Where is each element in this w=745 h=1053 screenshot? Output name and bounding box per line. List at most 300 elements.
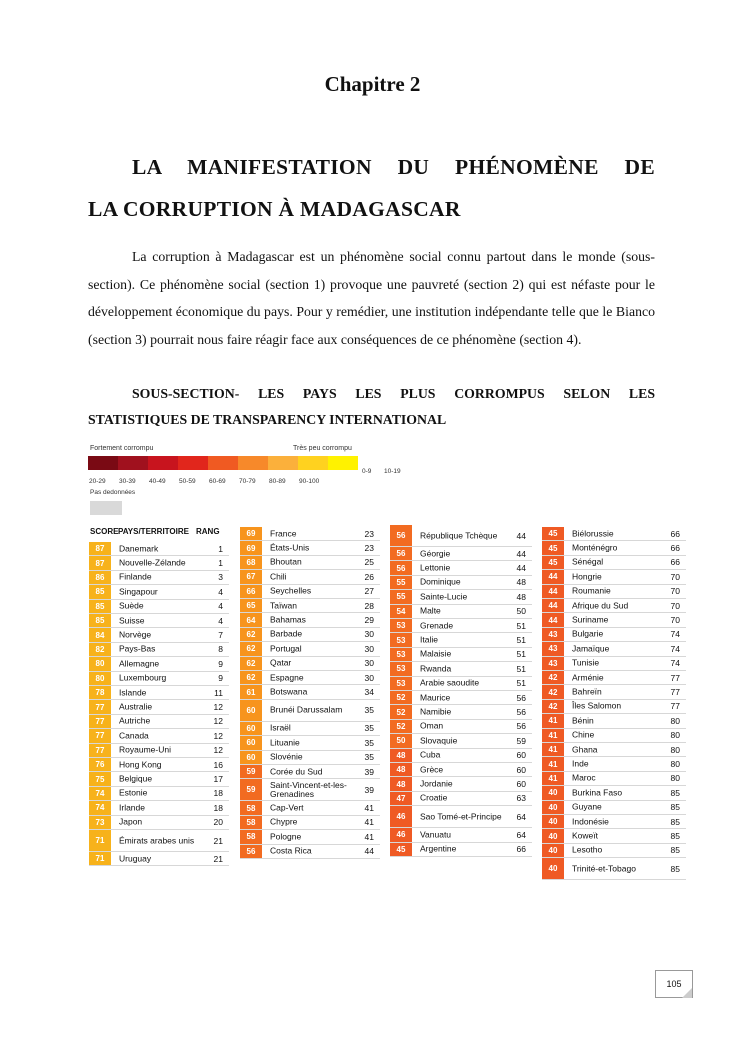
score-cell: 67 [240, 570, 262, 583]
score-cell: 53 [390, 619, 412, 632]
score-cell: 40 [542, 786, 564, 799]
country-name: Maroc [572, 772, 596, 783]
table-row [240, 765, 380, 779]
rank-cell: 63 [516, 793, 526, 804]
legend-swatch [178, 456, 208, 470]
rank-cell: 48 [516, 591, 526, 602]
table-row [390, 749, 532, 763]
table-row [89, 787, 229, 801]
legend-range-10-19: 10-19 [384, 468, 401, 475]
rank-cell: 11 [214, 687, 223, 698]
rank-cell: 56 [516, 707, 526, 718]
score-cell: 40 [542, 815, 564, 828]
score-cell: 85 [89, 585, 111, 598]
rank-cell: 4 [218, 601, 223, 612]
country-name: Oman [420, 720, 444, 731]
score-cell: 41 [542, 757, 564, 770]
country-name: Maurice [420, 692, 451, 703]
score-cell: 45 [542, 556, 564, 569]
country-name: Afrique du Sud [572, 600, 629, 611]
legend-range-label: 70-79 [239, 478, 256, 485]
table-row [542, 541, 686, 555]
rank-cell: 8 [218, 644, 223, 655]
score-cell: 40 [542, 829, 564, 842]
rank-cell: 74 [670, 629, 680, 640]
rank-cell: 18 [213, 788, 223, 799]
rank-cell: 44 [516, 548, 526, 559]
rank-cell: 56 [516, 692, 526, 703]
table-row [390, 561, 532, 575]
score-cell: 62 [240, 671, 262, 684]
score-cell: 65 [240, 599, 262, 612]
country-name: Slovénie [270, 751, 303, 762]
rank-cell: 66 [670, 543, 680, 554]
score-cell: 66 [240, 585, 262, 598]
legend-swatch [88, 456, 118, 470]
score-cell: 43 [542, 628, 564, 641]
country-name: Slovaquie [420, 735, 458, 746]
table-row [390, 590, 532, 604]
score-cell: 44 [542, 570, 564, 583]
rank-cell: 48 [516, 577, 526, 588]
legend-range-label: 60-69 [209, 478, 226, 485]
rank-cell: 85 [670, 816, 680, 827]
table-row [390, 792, 532, 806]
score-cell: 87 [89, 542, 111, 555]
table-row [240, 751, 380, 765]
rank-cell: 30 [364, 629, 374, 640]
table-row [542, 585, 686, 599]
country-name: États-Unis [270, 542, 310, 553]
country-name: Namibie [420, 706, 452, 717]
rank-cell: 25 [364, 557, 374, 568]
country-name: Chili [270, 571, 287, 582]
rank-cell: 35 [364, 737, 374, 748]
table-row [89, 556, 229, 570]
rank-cell: 70 [670, 615, 680, 626]
score-cell: 44 [542, 585, 564, 598]
rank-cell: 30 [364, 643, 374, 654]
rank-cell: 60 [516, 779, 526, 790]
country-name: République Tchèque [420, 530, 498, 540]
legend-swatch [118, 456, 148, 470]
table-row [390, 691, 532, 705]
rank-cell: 17 [213, 774, 223, 785]
table-row [89, 643, 229, 657]
table-row [89, 801, 229, 815]
country-name: Lettonie [420, 562, 451, 573]
score-cell: 56 [240, 845, 262, 858]
country-name: Bahreïn [572, 686, 602, 697]
table-row [390, 734, 532, 748]
score-cell: 77 [89, 744, 111, 757]
table-row [542, 858, 686, 880]
country-name: Jamaïque [572, 643, 610, 654]
country-name: Indonésie [572, 816, 609, 827]
score-cell: 73 [89, 816, 111, 829]
table-row [390, 662, 532, 676]
table-row [89, 571, 229, 585]
rank-cell: 80 [670, 773, 680, 784]
score-cell: 53 [390, 662, 412, 675]
rank-cell: 41 [364, 817, 374, 828]
country-name: Ghana [572, 744, 598, 755]
score-cell: 56 [390, 547, 412, 560]
country-name: Émirats arabes unis [119, 835, 195, 845]
country-name: Burkina Faso [572, 787, 623, 798]
table-row [240, 556, 380, 570]
rank-cell: 74 [670, 643, 680, 654]
score-cell: 45 [542, 541, 564, 554]
country-name: Norvège [119, 629, 152, 640]
country-name: Bahamas [270, 614, 306, 625]
table-row [89, 830, 229, 852]
rank-cell: 59 [516, 735, 526, 746]
legend-range-label: 30-39 [119, 478, 136, 485]
score-cell: 54 [390, 605, 412, 618]
rank-cell: 39 [364, 784, 374, 795]
table-row [542, 556, 686, 570]
rank-cell: 74 [670, 658, 680, 669]
rank-cell: 9 [218, 673, 223, 684]
country-name: Danemark [119, 543, 159, 554]
rank-cell: 18 [213, 802, 223, 813]
country-name: Allemagne [119, 658, 160, 669]
score-cell: 77 [89, 729, 111, 742]
table-row [542, 743, 686, 757]
country-name: Pologne [270, 831, 302, 842]
score-cell: 40 [542, 858, 564, 879]
table-row [542, 714, 686, 728]
rank-cell: 4 [218, 615, 223, 626]
score-cell: 58 [240, 816, 262, 829]
rank-cell: 35 [364, 723, 374, 734]
table-row [240, 671, 380, 685]
rank-cell: 26 [364, 571, 374, 582]
country-name: Australie [119, 701, 153, 712]
rank-cell: 44 [364, 846, 374, 857]
country-name: Vanuatu [420, 829, 452, 840]
score-cell: 48 [390, 749, 412, 762]
country-name: Argentine [420, 843, 457, 854]
page-corner-fold [682, 988, 692, 998]
table-row [390, 605, 532, 619]
rank-cell: 80 [670, 715, 680, 726]
score-cell: 40 [542, 801, 564, 814]
rank-cell: 66 [516, 844, 526, 855]
legend-swatch [298, 456, 328, 470]
header-rank: RANG [196, 527, 220, 536]
score-cell: 74 [89, 787, 111, 800]
country-name: Biélorussie [572, 528, 614, 539]
table-row [542, 815, 686, 829]
score-cell: 58 [240, 830, 262, 843]
country-name: Koweït [572, 830, 598, 841]
country-name: Malaisie [420, 648, 452, 659]
score-cell: 58 [240, 801, 262, 814]
table-row [240, 527, 380, 541]
subsection-heading-line-2: STATISTIQUES DE TRANSPARENCY INTERNATIONAL [88, 412, 447, 427]
score-cell: 76 [89, 758, 111, 771]
legend-range-0-9: 0-9 [362, 468, 372, 475]
table-row [240, 628, 380, 642]
country-name: Finlande [119, 571, 152, 582]
rank-cell: 77 [670, 687, 680, 698]
rank-cell: 4 [218, 586, 223, 597]
header-country: PAYS/TERRITOIRE [118, 527, 189, 536]
country-name: Hong Kong [119, 759, 162, 770]
rank-cell: 16 [213, 759, 223, 770]
country-name: Singapour [119, 586, 158, 597]
rank-cell: 85 [670, 802, 680, 813]
table-row [542, 772, 686, 786]
rank-cell: 85 [670, 863, 680, 874]
country-name: Tunisie [572, 657, 600, 668]
country-name: Monténégro [572, 542, 618, 553]
table-row [240, 722, 380, 736]
table-row [240, 685, 380, 699]
score-cell: 69 [240, 527, 262, 540]
table-row [390, 705, 532, 719]
rank-cell: 7 [218, 630, 223, 641]
score-cell: 44 [542, 613, 564, 626]
country-name: Espagne [270, 672, 304, 683]
country-name: Chypre [270, 816, 298, 827]
score-cell: 41 [542, 729, 564, 742]
score-cell: 45 [542, 527, 564, 540]
table-row [89, 852, 229, 866]
country-name: Géorgie [420, 548, 451, 559]
score-cell: 60 [240, 736, 262, 749]
country-name: Roumanie [572, 585, 611, 596]
country-name: Grèce [420, 764, 444, 775]
country-name: Chine [572, 729, 595, 740]
rank-cell: 85 [670, 831, 680, 842]
rank-cell: 12 [213, 745, 223, 756]
legend-range-label: 90-100 [299, 478, 320, 485]
rank-cell: 30 [364, 672, 374, 683]
legend-range-label: 40-49 [149, 478, 166, 485]
score-cell: 80 [89, 657, 111, 670]
score-cell: 43 [542, 657, 564, 670]
table-row [240, 599, 380, 613]
score-cell: 75 [89, 772, 111, 785]
rank-cell: 34 [364, 687, 374, 698]
country-name: Luxembourg [119, 672, 167, 683]
score-cell: 56 [390, 561, 412, 574]
score-cell: 71 [89, 830, 111, 851]
rank-cell: 30 [364, 658, 374, 669]
score-cell: 44 [542, 599, 564, 612]
rank-cell: 44 [516, 530, 526, 541]
country-name: Uruguay [119, 853, 152, 864]
rank-cell: 41 [364, 803, 374, 814]
score-cell: 41 [542, 772, 564, 785]
table-row [390, 720, 532, 734]
rank-cell: 1 [218, 558, 223, 569]
table-row [542, 657, 686, 671]
rank-cell: 51 [516, 649, 526, 660]
rank-cell: 70 [670, 586, 680, 597]
country-name: Bénin [572, 715, 594, 726]
country-name: Lesotho [572, 844, 603, 855]
rank-cell: 64 [516, 811, 526, 822]
page-number: 105 [655, 970, 693, 998]
score-cell: 86 [89, 571, 111, 584]
legend-swatch [238, 456, 268, 470]
country-name: Sainte-Lucie [420, 591, 468, 602]
rank-cell: 20 [213, 817, 223, 828]
country-name: Arménie [572, 672, 604, 683]
table-row [240, 613, 380, 627]
table-row [390, 828, 532, 842]
rank-cell: 77 [670, 672, 680, 683]
score-cell: 59 [240, 779, 262, 800]
country-name: Irlande [119, 802, 145, 813]
country-name: Suriname [572, 614, 609, 625]
country-name: Rwanda [420, 663, 452, 674]
score-cell: 43 [542, 642, 564, 655]
rank-cell: 60 [516, 764, 526, 775]
legend-color-scale [88, 456, 358, 470]
country-name: Corée du Sud [270, 766, 323, 777]
table-row [89, 772, 229, 786]
country-name: Seychelles [270, 585, 312, 596]
score-cell: 52 [390, 705, 412, 718]
country-name: Îles Salomon [572, 700, 622, 711]
table-row [240, 541, 380, 555]
table-row [542, 829, 686, 843]
table-row [89, 744, 229, 758]
rank-cell: 35 [364, 705, 374, 716]
country-name: Canada [119, 730, 149, 741]
table-row [542, 599, 686, 613]
table-row [542, 685, 686, 699]
table-row [390, 648, 532, 662]
rank-cell: 39 [364, 766, 374, 777]
rank-cell: 12 [213, 716, 223, 727]
table-row [240, 816, 380, 830]
legend-no-data-label: Pas dedonnées [90, 489, 136, 496]
country-name: Jordanie [420, 778, 453, 789]
country-name: Arabie saoudite [420, 677, 480, 688]
rank-cell: 85 [670, 787, 680, 798]
score-cell: 41 [542, 743, 564, 756]
country-name: Japon [119, 816, 143, 827]
table-row [240, 779, 380, 801]
rank-cell: 29 [364, 615, 374, 626]
score-cell: 46 [390, 806, 412, 827]
table-row [390, 619, 532, 633]
rank-cell: 51 [516, 620, 526, 631]
score-cell: 55 [390, 576, 412, 589]
table-row [390, 576, 532, 590]
rank-cell: 70 [670, 600, 680, 611]
country-name: Dominique [420, 576, 461, 587]
cpi-figure [88, 445, 688, 885]
table-row [240, 845, 380, 859]
chapter-heading: Chapitre 2 [324, 72, 421, 96]
table-row [240, 830, 380, 844]
table-row [240, 736, 380, 750]
table-row [240, 570, 380, 584]
score-cell: 62 [240, 657, 262, 670]
table-row [542, 671, 686, 685]
legend-right-label: Très peu corrompu [293, 445, 352, 452]
table-row [390, 547, 532, 561]
country-name: Pays-Bas [119, 643, 156, 654]
table-row [89, 672, 229, 686]
score-cell: 60 [240, 722, 262, 735]
country-name: Bhoutan [270, 556, 302, 567]
rank-cell: 77 [670, 701, 680, 712]
rank-cell: 23 [364, 543, 374, 554]
country-name: Suisse [119, 615, 145, 626]
score-cell: 85 [89, 614, 111, 627]
score-cell: 55 [390, 590, 412, 603]
score-cell: 74 [89, 801, 111, 814]
rank-cell: 60 [516, 750, 526, 761]
table-row [240, 657, 380, 671]
country-name: Sénégal [572, 556, 604, 567]
score-cell: 84 [89, 628, 111, 641]
table-row [240, 642, 380, 656]
table-row [240, 700, 380, 722]
rank-cell: 1 [218, 543, 223, 554]
country-name: Islande [119, 687, 147, 698]
legend-swatch [268, 456, 298, 470]
rank-cell: 21 [213, 835, 223, 846]
score-cell: 69 [240, 541, 262, 554]
table-row [390, 843, 532, 857]
table-row [542, 570, 686, 584]
score-cell: 82 [89, 643, 111, 656]
legend-range-label: 80-89 [269, 478, 286, 485]
score-cell: 46 [390, 828, 412, 841]
score-cell: 52 [390, 691, 412, 704]
table-row [542, 757, 686, 771]
country-name: Royaume-Uni [119, 744, 171, 755]
table-row [542, 700, 686, 714]
score-cell: 77 [89, 715, 111, 728]
table-row [542, 801, 686, 815]
rank-cell: 28 [364, 600, 374, 611]
country-name: Autriche [119, 715, 151, 726]
table-row [89, 686, 229, 700]
score-cell: 53 [390, 677, 412, 690]
rank-cell: 12 [213, 730, 223, 741]
intro-paragraph: La corruption à Madagascar est un phénomène social connu partout dans le monde (sous-section). Ce phénomène social (section 1) provoque une pauvreté (section 2) qui est néfaste pour le développement économique du pays. Pour y remédier, une institution indépendante telle que le Bianco (section 3) pourrait nous faire réagir face aux conséquences de ce phénomène (section 4). [88, 249, 655, 347]
rank-cell: 56 [516, 721, 526, 732]
country-name: Guyane [572, 801, 602, 812]
rank-cell: 21 [213, 853, 223, 864]
rank-cell: 51 [516, 678, 526, 689]
rank-cell: 64 [516, 829, 526, 840]
score-cell: 61 [240, 685, 262, 698]
rank-cell: 44 [516, 563, 526, 574]
table-row [240, 585, 380, 599]
score-cell: 45 [390, 843, 412, 856]
score-cell: 47 [390, 792, 412, 805]
country-name: Italie [420, 634, 438, 645]
score-cell: 42 [542, 671, 564, 684]
country-name: Suède [119, 600, 144, 611]
score-cell: 62 [240, 628, 262, 641]
table-row [89, 628, 229, 642]
header-score: SCORE [90, 527, 119, 536]
table-row [542, 527, 686, 541]
score-cell: 42 [542, 700, 564, 713]
